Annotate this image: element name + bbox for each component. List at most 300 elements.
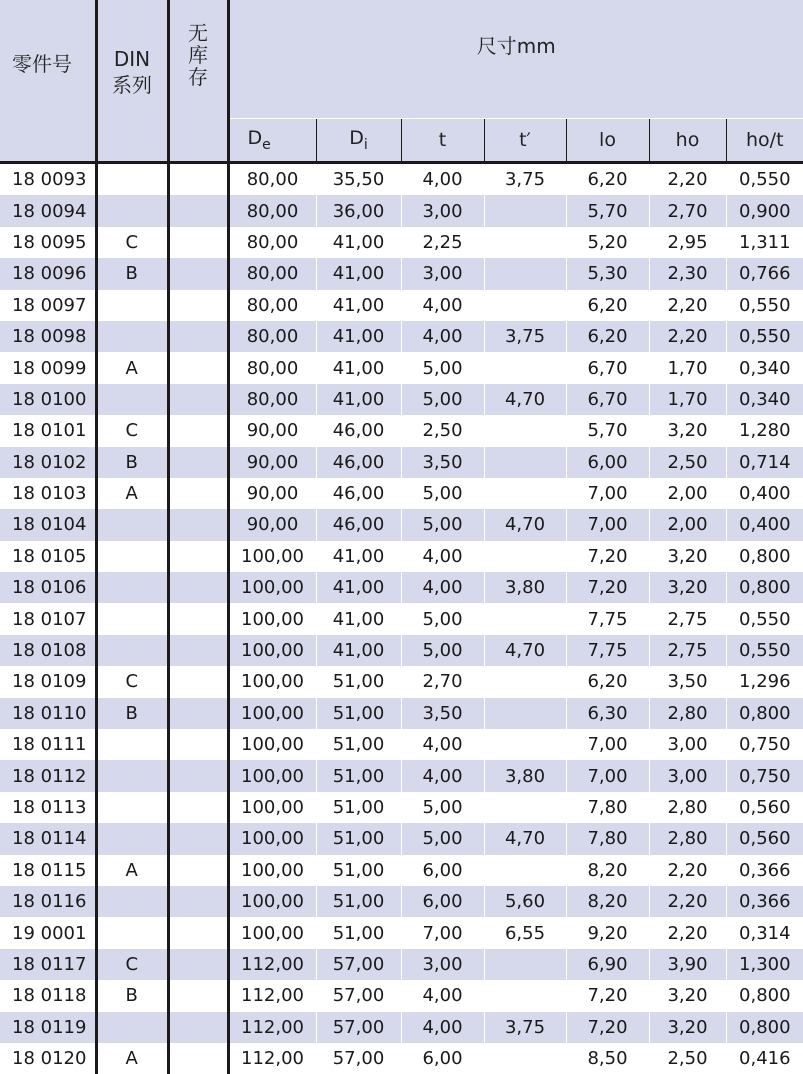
table-row bbox=[0, 1043, 803, 1074]
cell-no-stock bbox=[168, 509, 228, 540]
cell-ho-t: 0,550 bbox=[726, 635, 803, 666]
table-row bbox=[0, 321, 803, 352]
cell-din-series bbox=[96, 760, 168, 791]
cell-ho-t: 0,560 bbox=[726, 792, 803, 823]
cell-part-no: 18 0120 bbox=[0, 1043, 96, 1074]
cell-de: 100,00 bbox=[228, 855, 316, 886]
cell-din-series: B bbox=[96, 980, 168, 1011]
cell-part-no: 18 0110 bbox=[0, 698, 96, 729]
cell-t: 2,50 bbox=[401, 415, 484, 446]
header-part-no: 零件号 bbox=[0, 0, 96, 163]
cell-t-prime: 6,55 bbox=[484, 917, 566, 948]
cell-di: 41,00 bbox=[316, 384, 401, 415]
cell-di: 35,50 bbox=[316, 163, 401, 196]
cell-din-series bbox=[96, 384, 168, 415]
cell-t-prime bbox=[484, 195, 566, 226]
header-ho: ho bbox=[649, 119, 726, 163]
cell-t: 5,00 bbox=[401, 384, 484, 415]
cell-ho-t: 1,296 bbox=[726, 666, 803, 697]
cell-ho-t: 1,280 bbox=[726, 415, 803, 446]
cell-din-series bbox=[96, 1012, 168, 1043]
cell-ho: 2,50 bbox=[649, 1043, 726, 1074]
cell-lo: 5,70 bbox=[566, 195, 649, 226]
cell-di: 51,00 bbox=[316, 823, 401, 854]
cell-t-prime bbox=[484, 855, 566, 886]
cell-t-prime bbox=[484, 227, 566, 258]
table-row bbox=[0, 572, 803, 603]
cell-lo: 7,00 bbox=[566, 509, 649, 540]
cell-din-series bbox=[96, 729, 168, 760]
cell-part-no: 18 0112 bbox=[0, 760, 96, 791]
table-row bbox=[0, 478, 803, 509]
cell-ho: 3,50 bbox=[649, 666, 726, 697]
cell-di: 51,00 bbox=[316, 760, 401, 791]
cell-part-no: 18 0113 bbox=[0, 792, 96, 823]
cell-lo: 6,90 bbox=[566, 949, 649, 980]
cell-ho-t: 0,340 bbox=[726, 352, 803, 383]
cell-t: 4,00 bbox=[401, 1012, 484, 1043]
cell-ho: 2,20 bbox=[649, 321, 726, 352]
cell-t-prime bbox=[484, 415, 566, 446]
cell-part-no: 18 0119 bbox=[0, 1012, 96, 1043]
cell-part-no: 18 0093 bbox=[0, 163, 96, 196]
cell-di: 46,00 bbox=[316, 478, 401, 509]
cell-de: 80,00 bbox=[228, 163, 316, 196]
cell-no-stock bbox=[168, 760, 228, 791]
cell-din-series bbox=[96, 195, 168, 226]
cell-ho: 2,20 bbox=[649, 855, 726, 886]
cell-no-stock bbox=[168, 227, 228, 258]
cell-t: 5,00 bbox=[401, 635, 484, 666]
cell-din-series: B bbox=[96, 698, 168, 729]
cell-lo: 7,75 bbox=[566, 635, 649, 666]
cell-di: 41,00 bbox=[316, 258, 401, 289]
cell-de: 90,00 bbox=[228, 509, 316, 540]
table-row bbox=[0, 541, 803, 572]
table-row bbox=[0, 447, 803, 478]
cell-part-no: 18 0114 bbox=[0, 823, 96, 854]
cell-no-stock bbox=[168, 195, 228, 226]
cell-t: 4,00 bbox=[401, 760, 484, 791]
cell-de: 112,00 bbox=[228, 1043, 316, 1074]
cell-ho: 2,20 bbox=[649, 917, 726, 948]
header-t: t bbox=[401, 119, 484, 163]
cell-t: 3,50 bbox=[401, 698, 484, 729]
cell-part-no: 18 0106 bbox=[0, 572, 96, 603]
cell-t-prime bbox=[484, 603, 566, 634]
cell-di: 57,00 bbox=[316, 1012, 401, 1043]
cell-lo: 6,70 bbox=[566, 384, 649, 415]
cell-t-prime: 4,70 bbox=[484, 635, 566, 666]
cell-di: 51,00 bbox=[316, 886, 401, 917]
cell-di: 41,00 bbox=[316, 227, 401, 258]
cell-de: 80,00 bbox=[228, 290, 316, 321]
cell-no-stock bbox=[168, 384, 228, 415]
cell-no-stock bbox=[168, 1012, 228, 1043]
cell-ho-t: 0,340 bbox=[726, 384, 803, 415]
cell-t: 4,00 bbox=[401, 572, 484, 603]
table-row bbox=[0, 258, 803, 289]
cell-t: 3,00 bbox=[401, 258, 484, 289]
cell-ho: 3,20 bbox=[649, 415, 726, 446]
cell-di: 41,00 bbox=[316, 541, 401, 572]
cell-no-stock bbox=[168, 603, 228, 634]
cell-lo: 7,80 bbox=[566, 823, 649, 854]
cell-part-no: 18 0111 bbox=[0, 729, 96, 760]
cell-din-series: A bbox=[96, 352, 168, 383]
cell-din-series bbox=[96, 917, 168, 948]
cell-ho: 2,00 bbox=[649, 509, 726, 540]
table-row bbox=[0, 415, 803, 446]
cell-ho-t: 0,800 bbox=[726, 698, 803, 729]
cell-ho-t: 0,366 bbox=[726, 886, 803, 917]
cell-no-stock bbox=[168, 792, 228, 823]
cell-part-no: 18 0097 bbox=[0, 290, 96, 321]
cell-t: 5,00 bbox=[401, 478, 484, 509]
header-din-line2: 系列 bbox=[98, 72, 167, 98]
cell-din-series bbox=[96, 163, 168, 196]
cell-ho-t: 0,714 bbox=[726, 447, 803, 478]
cell-de: 100,00 bbox=[228, 792, 316, 823]
cell-no-stock bbox=[168, 635, 228, 666]
cell-di: 51,00 bbox=[316, 917, 401, 948]
cell-ho-t: 0,800 bbox=[726, 572, 803, 603]
cell-din-series: A bbox=[96, 855, 168, 886]
cell-ho: 3,20 bbox=[649, 572, 726, 603]
cell-ho-t: 0,550 bbox=[726, 321, 803, 352]
cell-t: 6,00 bbox=[401, 886, 484, 917]
cell-ho: 2,20 bbox=[649, 163, 726, 196]
cell-part-no: 18 0105 bbox=[0, 541, 96, 572]
cell-de: 112,00 bbox=[228, 949, 316, 980]
cell-de: 80,00 bbox=[228, 227, 316, 258]
cell-ho-t: 0,750 bbox=[726, 760, 803, 791]
cell-ho: 3,90 bbox=[649, 949, 726, 980]
cell-ho-t: 0,400 bbox=[726, 509, 803, 540]
cell-part-no: 18 0099 bbox=[0, 352, 96, 383]
cell-t-prime: 4,70 bbox=[484, 509, 566, 540]
cell-lo: 5,70 bbox=[566, 415, 649, 446]
cell-din-series: C bbox=[96, 227, 168, 258]
cell-ho-t: 0,314 bbox=[726, 917, 803, 948]
cell-de: 100,00 bbox=[228, 823, 316, 854]
cell-t-prime bbox=[484, 290, 566, 321]
cell-ho: 2,80 bbox=[649, 698, 726, 729]
cell-lo: 8,20 bbox=[566, 855, 649, 886]
cell-lo: 7,00 bbox=[566, 729, 649, 760]
cell-ho: 3,20 bbox=[649, 541, 726, 572]
cell-no-stock bbox=[168, 352, 228, 383]
cell-no-stock bbox=[168, 572, 228, 603]
cell-lo: 7,20 bbox=[566, 541, 649, 572]
cell-no-stock bbox=[168, 980, 228, 1011]
cell-ho: 2,20 bbox=[649, 290, 726, 321]
cell-lo: 7,20 bbox=[566, 572, 649, 603]
table-row bbox=[0, 227, 803, 258]
cell-din-series bbox=[96, 541, 168, 572]
cell-lo: 7,00 bbox=[566, 478, 649, 509]
cell-ho-t: 0,800 bbox=[726, 541, 803, 572]
cell-part-no: 18 0094 bbox=[0, 195, 96, 226]
cell-t-prime: 3,80 bbox=[484, 572, 566, 603]
cell-part-no: 18 0118 bbox=[0, 980, 96, 1011]
cell-din-series: A bbox=[96, 1043, 168, 1074]
cell-ho: 2,80 bbox=[649, 792, 726, 823]
cell-di: 41,00 bbox=[316, 635, 401, 666]
header-t-prime: t′ bbox=[484, 119, 566, 163]
cell-ho-t: 0,550 bbox=[726, 163, 803, 196]
cell-no-stock bbox=[168, 478, 228, 509]
cell-de: 100,00 bbox=[228, 698, 316, 729]
cell-t: 3,00 bbox=[401, 949, 484, 980]
cell-ho-t: 1,311 bbox=[726, 227, 803, 258]
cell-ho: 2,00 bbox=[649, 478, 726, 509]
cell-ho-t: 0,550 bbox=[726, 603, 803, 634]
cell-lo: 7,20 bbox=[566, 980, 649, 1011]
cell-lo: 6,20 bbox=[566, 290, 649, 321]
cell-di: 41,00 bbox=[316, 572, 401, 603]
cell-t: 4,00 bbox=[401, 163, 484, 196]
cell-no-stock bbox=[168, 541, 228, 572]
cell-de: 80,00 bbox=[228, 195, 316, 226]
table-header bbox=[0, 0, 803, 163]
cell-di: 41,00 bbox=[316, 603, 401, 634]
cell-t-prime: 3,75 bbox=[484, 321, 566, 352]
cell-di: 51,00 bbox=[316, 666, 401, 697]
cell-t-prime bbox=[484, 352, 566, 383]
cell-t-prime: 4,70 bbox=[484, 384, 566, 415]
cell-t-prime: 3,80 bbox=[484, 760, 566, 791]
cell-t-prime bbox=[484, 980, 566, 1011]
cell-di: 51,00 bbox=[316, 792, 401, 823]
cell-no-stock bbox=[168, 949, 228, 980]
cell-part-no: 18 0117 bbox=[0, 949, 96, 980]
table-row bbox=[0, 509, 803, 540]
cell-ho: 2,30 bbox=[649, 258, 726, 289]
cell-t-prime bbox=[484, 949, 566, 980]
table-row bbox=[0, 1012, 803, 1043]
cell-t-prime: 4,70 bbox=[484, 823, 566, 854]
cell-part-no: 18 0115 bbox=[0, 855, 96, 886]
cell-lo: 9,20 bbox=[566, 917, 649, 948]
table-row bbox=[0, 698, 803, 729]
table-row bbox=[0, 635, 803, 666]
cell-no-stock bbox=[168, 666, 228, 697]
cell-t: 5,00 bbox=[401, 823, 484, 854]
cell-t: 5,00 bbox=[401, 352, 484, 383]
table-row bbox=[0, 352, 803, 383]
cell-din-series bbox=[96, 290, 168, 321]
cell-part-no: 18 0101 bbox=[0, 415, 96, 446]
cell-lo: 6,00 bbox=[566, 447, 649, 478]
cell-no-stock bbox=[168, 290, 228, 321]
cell-t-prime bbox=[484, 698, 566, 729]
cell-t: 4,00 bbox=[401, 541, 484, 572]
cell-no-stock bbox=[168, 886, 228, 917]
cell-t-prime: 3,75 bbox=[484, 1012, 566, 1043]
cell-ho: 1,70 bbox=[649, 384, 726, 415]
header-no-stock-line2: 库 bbox=[170, 44, 227, 66]
cell-de: 100,00 bbox=[228, 917, 316, 948]
cell-di: 41,00 bbox=[316, 352, 401, 383]
cell-ho: 2,20 bbox=[649, 886, 726, 917]
cell-de: 100,00 bbox=[228, 760, 316, 791]
cell-din-series: C bbox=[96, 949, 168, 980]
cell-t: 3,00 bbox=[401, 195, 484, 226]
cell-din-series bbox=[96, 886, 168, 917]
cell-lo: 6,30 bbox=[566, 698, 649, 729]
cell-ho: 1,70 bbox=[649, 352, 726, 383]
cell-t: 2,25 bbox=[401, 227, 484, 258]
cell-ho: 2,75 bbox=[649, 603, 726, 634]
cell-di: 46,00 bbox=[316, 415, 401, 446]
table-body bbox=[0, 163, 803, 1074]
cell-din-series: B bbox=[96, 447, 168, 478]
cell-di: 51,00 bbox=[316, 729, 401, 760]
cell-lo: 5,30 bbox=[566, 258, 649, 289]
cell-no-stock bbox=[168, 729, 228, 760]
cell-de: 100,00 bbox=[228, 886, 316, 917]
cell-ho: 3,20 bbox=[649, 1012, 726, 1043]
cell-din-series: A bbox=[96, 478, 168, 509]
cell-ho: 3,00 bbox=[649, 729, 726, 760]
cell-part-no: 18 0095 bbox=[0, 227, 96, 258]
cell-din-series bbox=[96, 603, 168, 634]
cell-di: 46,00 bbox=[316, 509, 401, 540]
cell-de: 112,00 bbox=[228, 980, 316, 1011]
cell-lo: 6,20 bbox=[566, 321, 649, 352]
cell-de: 90,00 bbox=[228, 415, 316, 446]
cell-di: 36,00 bbox=[316, 195, 401, 226]
cell-t-prime: 3,75 bbox=[484, 163, 566, 196]
cell-no-stock bbox=[168, 698, 228, 729]
cell-lo: 8,20 bbox=[566, 886, 649, 917]
cell-no-stock bbox=[168, 917, 228, 948]
cell-din-series: C bbox=[96, 415, 168, 446]
cell-ho-t: 0,800 bbox=[726, 980, 803, 1011]
table-row bbox=[0, 384, 803, 415]
cell-ho: 2,80 bbox=[649, 823, 726, 854]
header-di: $D_i$ bbox=[316, 119, 401, 163]
cell-di: 57,00 bbox=[316, 980, 401, 1011]
cell-t: 4,00 bbox=[401, 321, 484, 352]
cell-lo: 6,70 bbox=[566, 352, 649, 383]
cell-de: 80,00 bbox=[228, 352, 316, 383]
table-row bbox=[0, 886, 803, 917]
cell-lo: 6,20 bbox=[566, 666, 649, 697]
cell-part-no: 18 0098 bbox=[0, 321, 96, 352]
cell-de: 80,00 bbox=[228, 321, 316, 352]
cell-t-prime bbox=[484, 541, 566, 572]
header-ho-t: ho/t bbox=[726, 119, 803, 163]
cell-din-series bbox=[96, 792, 168, 823]
cell-de: 100,00 bbox=[228, 572, 316, 603]
cell-t: 6,00 bbox=[401, 855, 484, 886]
cell-t-prime bbox=[484, 258, 566, 289]
header-no-stock bbox=[168, 0, 228, 163]
header-din-line1: DIN bbox=[98, 46, 167, 72]
table-row bbox=[0, 163, 803, 196]
cell-part-no: 18 0107 bbox=[0, 603, 96, 634]
cell-din-series bbox=[96, 572, 168, 603]
cell-part-no: 18 0116 bbox=[0, 886, 96, 917]
cell-din-series: C bbox=[96, 666, 168, 697]
cell-din-series bbox=[96, 509, 168, 540]
cell-lo: 7,00 bbox=[566, 760, 649, 791]
cell-de: 80,00 bbox=[228, 384, 316, 415]
cell-ho-t: 0,550 bbox=[726, 290, 803, 321]
header-de: $D_e$ bbox=[228, 119, 316, 163]
cell-din-series bbox=[96, 635, 168, 666]
table-row bbox=[0, 666, 803, 697]
table-row bbox=[0, 729, 803, 760]
cell-no-stock bbox=[168, 258, 228, 289]
cell-di: 41,00 bbox=[316, 321, 401, 352]
cell-ho-t: 1,300 bbox=[726, 949, 803, 980]
cell-ho: 2,70 bbox=[649, 195, 726, 226]
cell-t: 4,00 bbox=[401, 980, 484, 1011]
cell-de: 90,00 bbox=[228, 478, 316, 509]
cell-part-no: 18 0104 bbox=[0, 509, 96, 540]
cell-t-prime bbox=[484, 1043, 566, 1074]
table-row bbox=[0, 792, 803, 823]
cell-ho: 3,20 bbox=[649, 980, 726, 1011]
cell-t-prime: 5,60 bbox=[484, 886, 566, 917]
cell-di: 57,00 bbox=[316, 949, 401, 980]
table-row bbox=[0, 823, 803, 854]
cell-din-series: B bbox=[96, 258, 168, 289]
cell-no-stock bbox=[168, 823, 228, 854]
cell-t: 4,00 bbox=[401, 729, 484, 760]
cell-part-no: 19 0001 bbox=[0, 917, 96, 948]
cell-ho-t: 0,416 bbox=[726, 1043, 803, 1074]
cell-part-no: 18 0103 bbox=[0, 478, 96, 509]
cell-t-prime bbox=[484, 666, 566, 697]
cell-de: 100,00 bbox=[228, 603, 316, 634]
table-row bbox=[0, 290, 803, 321]
cell-t: 5,00 bbox=[401, 792, 484, 823]
cell-part-no: 18 0108 bbox=[0, 635, 96, 666]
cell-ho-t: 0,900 bbox=[726, 195, 803, 226]
cell-de: 80,00 bbox=[228, 258, 316, 289]
cell-no-stock bbox=[168, 1043, 228, 1074]
cell-t: 2,70 bbox=[401, 666, 484, 697]
table-row bbox=[0, 195, 803, 226]
cell-de: 100,00 bbox=[228, 666, 316, 697]
cell-lo: 6,20 bbox=[566, 163, 649, 196]
cell-ho-t: 0,400 bbox=[726, 478, 803, 509]
table-row bbox=[0, 760, 803, 791]
header-dimensions: 尺寸mm bbox=[228, 0, 803, 119]
cell-part-no: 18 0100 bbox=[0, 384, 96, 415]
cell-de: 100,00 bbox=[228, 541, 316, 572]
cell-ho: 3,00 bbox=[649, 760, 726, 791]
cell-t: 7,00 bbox=[401, 917, 484, 948]
cell-t: 4,00 bbox=[401, 290, 484, 321]
cell-di: 46,00 bbox=[316, 447, 401, 478]
cell-ho: 2,95 bbox=[649, 227, 726, 258]
cell-di: 51,00 bbox=[316, 698, 401, 729]
cell-part-no: 18 0109 bbox=[0, 666, 96, 697]
cell-t: 3,50 bbox=[401, 447, 484, 478]
cell-lo: 5,20 bbox=[566, 227, 649, 258]
cell-no-stock bbox=[168, 163, 228, 196]
cell-t-prime bbox=[484, 447, 566, 478]
cell-di: 57,00 bbox=[316, 1043, 401, 1074]
header-din-series bbox=[96, 0, 168, 163]
header-no-stock-line3: 存 bbox=[170, 66, 227, 88]
cell-de: 100,00 bbox=[228, 635, 316, 666]
